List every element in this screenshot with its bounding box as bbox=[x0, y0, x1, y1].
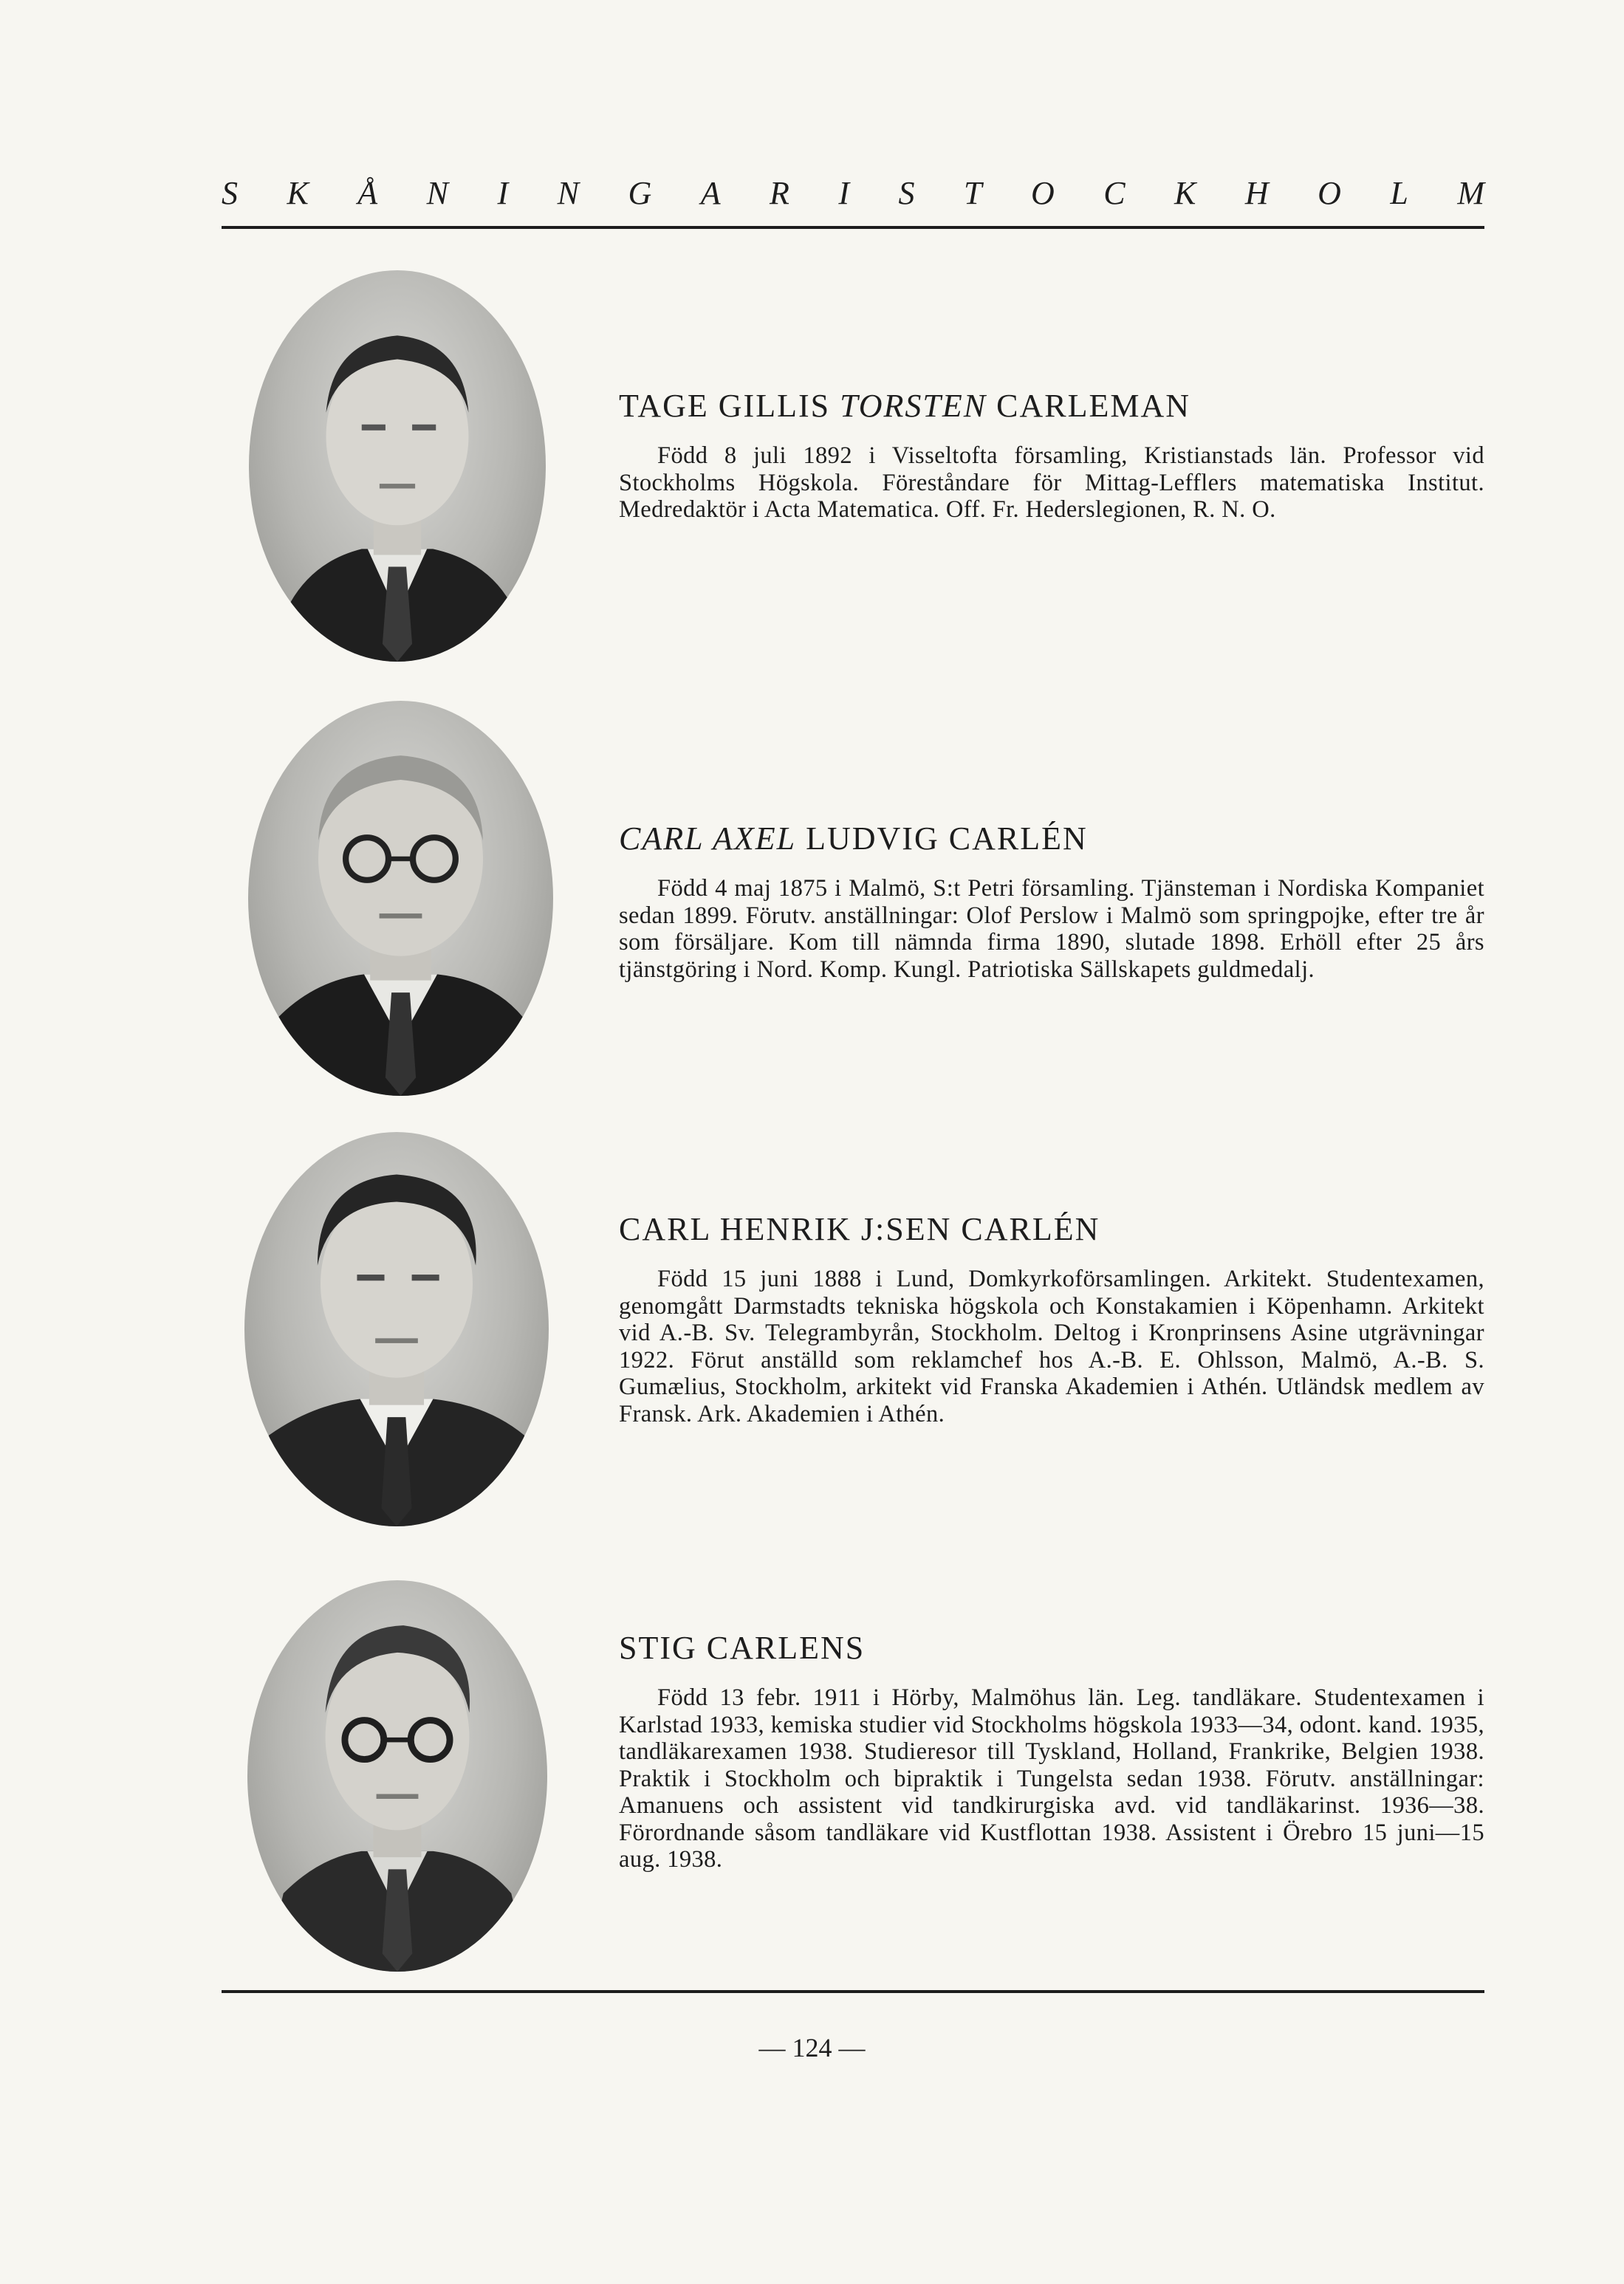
portrait-photo bbox=[249, 270, 546, 662]
header-rule bbox=[222, 226, 1484, 229]
running-head-letter: G bbox=[628, 175, 652, 211]
running-head-letter: N bbox=[557, 175, 579, 211]
entry-name-part: CARL HENRIK J:SEN CARLÉN bbox=[619, 1211, 1100, 1247]
running-head-letter: L bbox=[1390, 175, 1408, 211]
running-head-letter: S bbox=[222, 175, 238, 211]
entry-text: Född 4 maj 1875 i Malmö, S:t Petri församling. Tjänsteman i Nordiska Kompaniet sedan 1899. Förutv. anställningar: Olof Perslow i Malmö som springpojke, efter tre år som försäljare. Kom till nämnda firma 1890, slutade 1898. Erhöll efter 25 års tjänstgöring i Nord. Komp. Kungl. Patriotiska Sällskapets guldmedalj. bbox=[619, 875, 1484, 983]
running-head bbox=[222, 174, 1484, 212]
entry bbox=[619, 387, 1484, 524]
entry-name bbox=[619, 1629, 1484, 1667]
portrait-photo bbox=[247, 1580, 547, 1972]
entry-text: Född 13 febr. 1911 i Hörby, Malmöhus län. Leg. tandläkare. Studentexamen i Karlstad 1933, kemiska studier vid Stockholms högskola 1933—34, odont. kand. 1935, tandläkarexamen 1938. Studieresor till Tyskland, Holland, Frankrike, Belgien 1938. Praktik i Stockholm och bipraktik i Tungelsta sedan 1938. Förutv. anställningar: Amanuens och assistent vid tandkirurgiska avd. vid tandläkarinst. 1936—38. Förordnande såsom tandläkare vid Kustflottan 1938. Assistent i Örebro 15 juni—15 aug. 1938. bbox=[619, 1684, 1484, 1873]
running-head-letter: A bbox=[700, 175, 721, 211]
running-head-letter: T bbox=[964, 175, 982, 211]
entry-name-italic: TORSTEN bbox=[840, 388, 987, 424]
entry-text: Född 15 juni 1888 i Lund, Domkyrkoförsamlingen. Arkitekt. Studentexamen, genomgått Darmstadts tekniska högskola och Konstakamien i Köpenhamn. Arkitekt vid A.-B. Sv. Telegrambyrån, Stockholm. Deltog i Kronprinsens Asine utgrävningar 1922. Förut anställd som reklamchef hos A.-B. E. Ohlsson, Malmö, A.-B. S. Gumælius, Stockholm, arkitekt vid Franska Akademien i Athén. Utländsk medlem av Fransk. Ark. Akademien i Athén. bbox=[619, 1266, 1484, 1427]
footer-rule bbox=[222, 1990, 1484, 1993]
portrait-photo bbox=[248, 701, 553, 1096]
running-head-letter: Å bbox=[357, 175, 378, 211]
entry-name bbox=[619, 387, 1484, 425]
page-number: — 124 — bbox=[758, 2033, 866, 2062]
running-head-letter: O bbox=[1318, 175, 1341, 211]
entry-name bbox=[619, 820, 1484, 857]
entry bbox=[619, 820, 1484, 983]
entry bbox=[619, 1629, 1484, 1873]
running-head-letter: N bbox=[426, 175, 449, 211]
entry-text: Född 8 juli 1892 i Visseltofta församling, Kristianstads län. Professor vid Stockholms Högskola. Föreståndare för Mittag-Lefflers matematiska Institut. Medredaktör i Acta Matematica. Off. Fr. Hederslegionen, R. N. O. bbox=[619, 442, 1484, 523]
running-head-letter: C bbox=[1103, 175, 1126, 211]
running-head-letter: H bbox=[1244, 175, 1269, 211]
entry-name-part: STIG CARLENS bbox=[619, 1630, 866, 1666]
entry-name-part: LUDVIG CARLÉN bbox=[796, 820, 1088, 857]
running-head-letter: O bbox=[1030, 175, 1055, 211]
entry-name bbox=[619, 1210, 1484, 1248]
entry bbox=[619, 1210, 1484, 1427]
entry-name-italic: CARL AXEL bbox=[619, 820, 797, 857]
portrait-photo bbox=[244, 1132, 549, 1526]
entry-name-part: TAGE GILLIS bbox=[619, 388, 840, 424]
running-head-letter: S bbox=[898, 175, 915, 211]
running-head-letter: K bbox=[287, 175, 309, 211]
running-head-letter: M bbox=[1457, 175, 1484, 211]
running-head-letter: I bbox=[497, 175, 509, 211]
entry-name-part: CARLEMAN bbox=[987, 388, 1191, 424]
running-head-letter: I bbox=[838, 175, 850, 211]
running-head-letter: R bbox=[770, 175, 789, 211]
running-head-letter: K bbox=[1174, 175, 1196, 211]
